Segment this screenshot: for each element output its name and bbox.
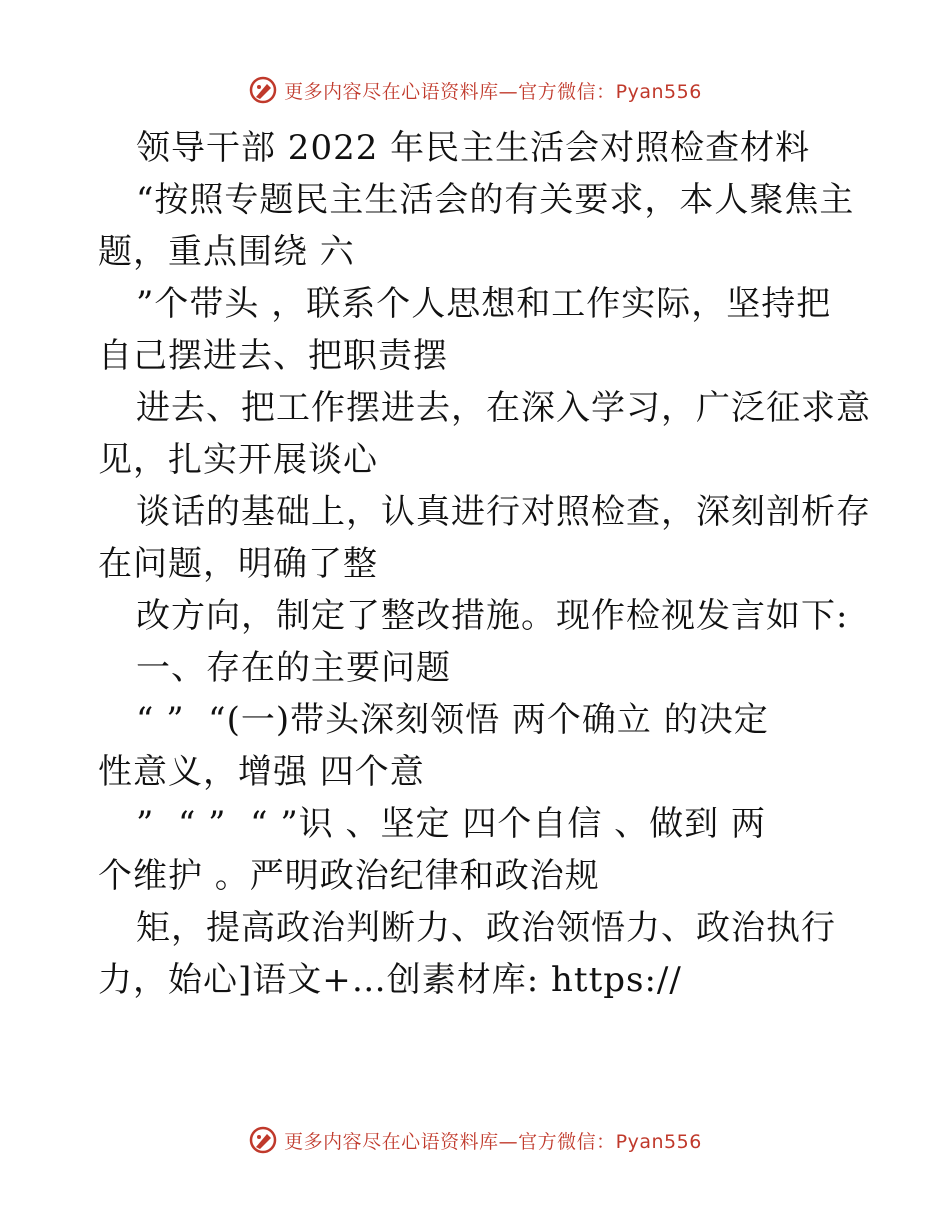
paragraph-line: 力，始心]语文+…创素材库: https:// — [98, 960, 682, 1000]
paragraph-line: 个维护 。严明政治纪律和政治规 — [98, 856, 600, 896]
paragraph-line: 见，扎实开展谈心 — [98, 440, 378, 480]
paragraph-line: 进去、把工作摆进去，在深入学习，广泛征求意 — [136, 388, 871, 428]
paragraph-line: ”个带头 ，联系个人思想和工作实际，坚持把 — [136, 284, 832, 324]
subsection-heading: “ ” “(一)带头深刻领悟 两个确立 的决定 — [136, 700, 769, 740]
document-title: 领导干部 2022 年民主生活会对照检查材料 — [136, 128, 811, 168]
header-watermark-text: 更多内容尽在心语资料库—官方微信：Pyan556 — [284, 80, 702, 103]
paragraph-line: 在问题，明确了整 — [98, 544, 378, 584]
pen-nib-logo-icon — [248, 1125, 278, 1155]
section-heading: 一、存在的主要问题 — [136, 648, 451, 688]
pen-nib-logo-icon — [248, 75, 278, 105]
footer-watermark-text: 更多内容尽在心语资料库—官方微信：Pyan556 — [284, 1130, 702, 1153]
paragraph-line: 矩，提高政治判断力、政治领悟力、政治执行 — [136, 908, 836, 948]
paragraph-line: 自己摆进去、把职责摆 — [98, 336, 448, 376]
paragraph-line: ” “ ” “ ”识 、坚定 四个自信 、做到 两 — [136, 804, 766, 844]
paragraph-line: 谈话的基础上，认真进行对照检查，深刻剖析存 — [136, 492, 871, 532]
paragraph-line: 题，重点围绕 六 — [98, 232, 355, 272]
paragraph-line: “按照专题民主生活会的有关要求，本人聚焦主 — [136, 180, 855, 220]
footer-watermark-banner — [0, 1120, 950, 1160]
header-watermark-banner — [0, 70, 950, 110]
paragraph-line: 性意义，增强 四个意 — [98, 752, 425, 792]
document-body — [98, 122, 871, 1006]
paragraph-line: 改方向，制定了整改措施。现作检视发言如下: — [136, 596, 849, 636]
